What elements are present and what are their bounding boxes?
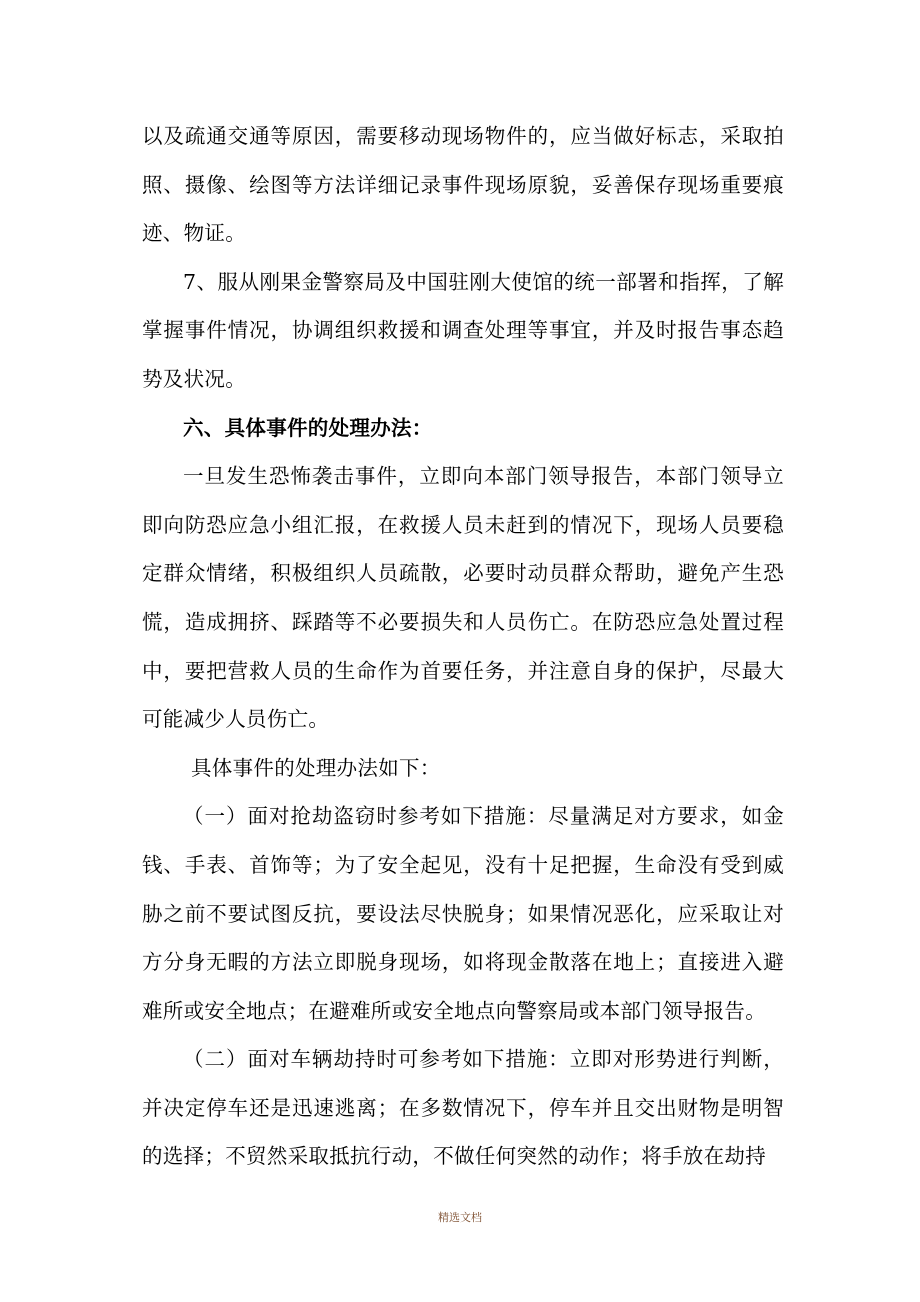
- paragraph-scene-preservation: 以及疏通交通等原因，需要移动现场物件的，应当做好标志，采取拍照、摄像、绘图等方法详细记录事件现场原貌，妥善保存现场重要痕迹、物证。: [142, 124, 784, 246]
- section-heading-six: 六、具体事件的处理办法：: [183, 415, 433, 440]
- paragraph-hijack-measures: （二）面对车辆劫持时可参考如下措施：立即对形势进行判断，并决定停车还是迅速逃离；在多数情况下，停车并且交出财物是明智的选择；不贸然采取抵抗行动，不做任何突然的动作；将手放在劫持: [142, 1047, 784, 1169]
- page-footer: 精选文档: [438, 1211, 482, 1224]
- paragraph-item-7: 7、服从刚果金警察局及中国驻刚大使馆的统一部署和指挥，了解掌握事件情况，协调组织救援和调查处理等事宜，并及时报告事态趋势及状况。: [142, 269, 784, 391]
- paragraph-robbery-measures: （一）面对抢劫盗窃时参考如下措施：尽量满足对方要求，如金钱、手表、首饰等；为了安全起见，没有十足把握，生命没有受到威胁之前不要试图反抗，要设法尽快脱身；如果情况恶化，应采取让对方分身无暇的方法立即脱身现场，如将现金散落在地上；直接进入避难所或安全地点；在避难所或安全地点向警察局或本部门领导报告。: [142, 804, 784, 1023]
- paragraph-terror-response: 一旦发生恐怖袭击事件，立即向本部门领导报告，本部门领导立即向防恐应急小组汇报，在救援人员未赶到的情况下，现场人员要稳定群众情绪，积极组织人员疏散，必要时动员群众帮助，避免产生恐慌，造成拥挤、踩踏等不必要损失和人员伤亡。在防恐应急处置过程中，要把营救人员的生命作为首要任务，并注意自身的保护，尽最大可能减少人员伤亡。: [142, 464, 784, 732]
- document-body: [142, 112, 784, 1181]
- paragraph-methods-intro: 具体事件的处理办法如下：: [191, 755, 441, 780]
